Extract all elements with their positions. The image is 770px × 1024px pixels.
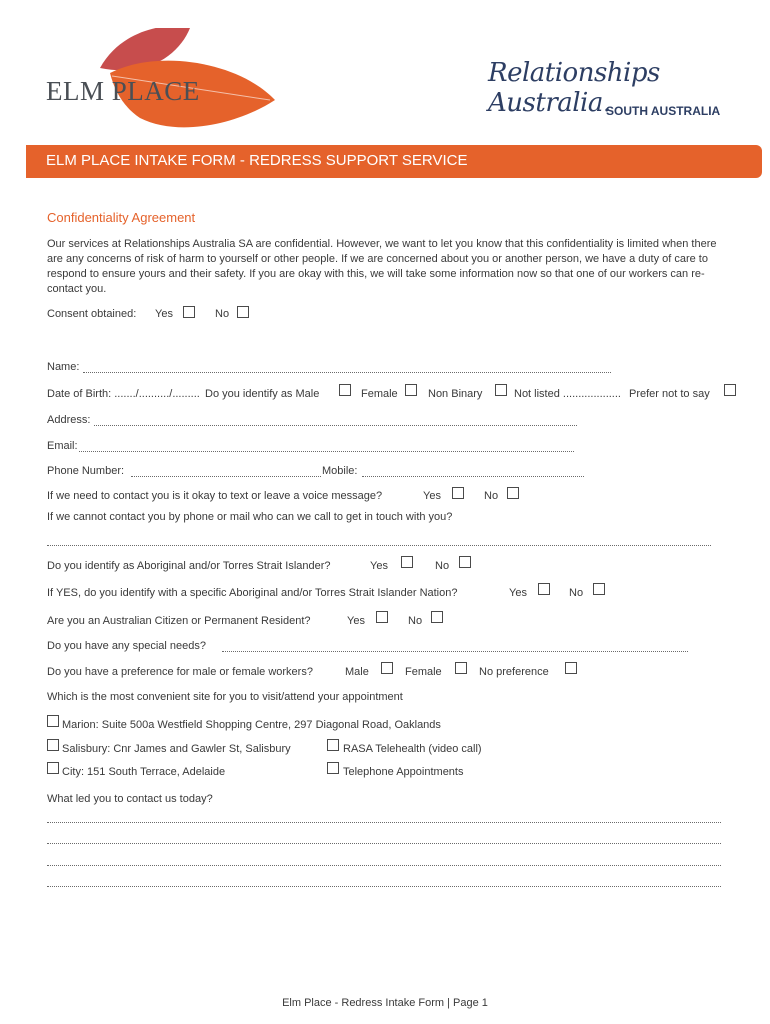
worker-female-checkbox[interactable] — [455, 662, 467, 674]
consent-yes-label: Yes — [155, 308, 173, 320]
alternate-contact-question: If we cannot contact you by phone or mail who can we call to get in touch with you? — [47, 511, 453, 523]
consent-no-label: No — [215, 308, 230, 320]
citizen-no-label: No — [408, 615, 423, 627]
non-binary-label: Non Binary — [428, 388, 483, 400]
site-city-checkbox[interactable] — [47, 762, 59, 774]
special-needs-question: Do you have any special needs? — [47, 640, 206, 652]
dob-field[interactable]: Date of Birth: ......./........../......... — [47, 388, 200, 400]
nation-yes-checkbox[interactable] — [538, 583, 550, 595]
citizen-question: Are you an Australian Citizen or Permanent Resident? — [47, 615, 311, 627]
site-question: Which is the most convenient site for you to visit/attend your appointment — [47, 691, 403, 703]
address-label: Address: — [47, 414, 91, 426]
confidentiality-heading: Confidentiality Agreement — [47, 210, 196, 225]
male-checkbox[interactable] — [339, 384, 351, 396]
address-field[interactable] — [94, 425, 577, 426]
nation-question: If YES, do you identify with a specific Aboriginal and/or Torres Strait Islander Nation? — [47, 587, 458, 599]
worker-preference-question: Do you have a preference for male or female workers? — [47, 666, 313, 678]
aboriginal-no-label: No — [435, 560, 450, 572]
site-marion-checkbox[interactable] — [47, 715, 59, 727]
worker-male-label: Male — [345, 666, 369, 678]
site-telephone-checkbox[interactable] — [327, 762, 339, 774]
name-label: Name: — [47, 361, 80, 373]
confidentiality-text: Our services at Relationships Australia SA are confidential. However, we want to let you know that this confidentiality is limited when there are any concerns of risk of harm to yourself or other people. If we are concerned about you or another person, we have a duty of care to respond to ensure yours and their safety. If you are okay with this, we will take some information now so that one of our workers can re-contact you. — [47, 238, 717, 295]
site-salisbury-label: Salisbury: Cnr James and Gawler St, Salisbury — [62, 743, 291, 755]
site-telephone-label: Telephone Appointments — [343, 766, 464, 778]
text-voice-yes-label: Yes — [423, 490, 441, 502]
email-field[interactable] — [79, 451, 574, 452]
mobile-label: Mobile: — [322, 465, 358, 477]
not-listed-field[interactable]: Not listed ................... — [514, 388, 621, 400]
text-voice-yes-checkbox[interactable] — [452, 487, 464, 499]
aboriginal-yes-label: Yes — [370, 560, 388, 572]
what-led-line-2[interactable] — [47, 843, 721, 844]
prefer-not-checkbox[interactable] — [724, 384, 736, 396]
consent-yes-checkbox[interactable] — [183, 306, 195, 318]
name-field[interactable] — [83, 372, 611, 373]
phone-field[interactable] — [131, 476, 321, 477]
site-telehealth-label: RASA Telehealth (video call) — [343, 743, 482, 755]
female-checkbox[interactable] — [405, 384, 417, 396]
female-label: Female — [361, 388, 398, 400]
site-salisbury-checkbox[interactable] — [47, 739, 59, 751]
consent-no-checkbox[interactable] — [237, 306, 249, 318]
text-voice-question: If we need to contact you is it okay to text or leave a voice message? — [47, 490, 383, 502]
nation-no-label: No — [569, 587, 584, 599]
prefer-not-label: Prefer not to say — [629, 388, 710, 400]
non-binary-checkbox[interactable] — [495, 384, 507, 396]
south-australia-logo-text: SOUTH AUSTRALIA — [606, 104, 721, 118]
site-marion-label: Marion: Suite 500a Westfield Shopping Centre, 297 Diagonal Road, Oaklands — [62, 719, 441, 731]
gender-question: Do you identify as Male — [205, 388, 320, 400]
email-label: Email: — [47, 440, 78, 452]
nation-yes-label: Yes — [509, 587, 527, 599]
special-needs-field[interactable] — [222, 651, 688, 652]
what-led-line-4[interactable] — [47, 886, 721, 887]
citizen-yes-checkbox[interactable] — [376, 611, 388, 623]
what-led-line-3[interactable] — [47, 865, 721, 866]
worker-no-preference-label: No preference — [479, 666, 549, 678]
worker-male-checkbox[interactable] — [381, 662, 393, 674]
worker-no-preference-checkbox[interactable] — [565, 662, 577, 674]
relationships-australia-logo: Relationships Australia. — [488, 58, 660, 118]
aboriginal-no-checkbox[interactable] — [459, 556, 471, 568]
aboriginal-question: Do you identify as Aboriginal and/or Torres Strait Islander? — [47, 560, 331, 572]
phone-label: Phone Number: — [47, 465, 125, 477]
nation-no-checkbox[interactable] — [593, 583, 605, 595]
alternate-contact-field[interactable] — [47, 545, 711, 546]
what-led-question: What led you to contact us today? — [47, 793, 213, 805]
text-voice-no-label: No — [484, 490, 499, 502]
aboriginal-yes-checkbox[interactable] — [401, 556, 413, 568]
site-telehealth-checkbox[interactable] — [327, 739, 339, 751]
page-footer: Elm Place - Redress Intake Form | Page 1 — [282, 997, 488, 1009]
mobile-field[interactable] — [362, 476, 584, 477]
site-city-label: City: 151 South Terrace, Adelaide — [62, 766, 226, 778]
consent-label: Consent obtained: — [47, 308, 137, 320]
citizen-yes-label: Yes — [347, 615, 365, 627]
text-voice-no-checkbox[interactable] — [507, 487, 519, 499]
form-title: ELM PLACE INTAKE FORM - REDRESS SUPPORT SERVICE — [46, 152, 468, 169]
citizen-no-checkbox[interactable] — [431, 611, 443, 623]
what-led-line-1[interactable] — [47, 822, 721, 823]
elm-place-logo-text: ELM PLACE — [46, 76, 200, 106]
worker-female-label: Female — [405, 666, 442, 678]
